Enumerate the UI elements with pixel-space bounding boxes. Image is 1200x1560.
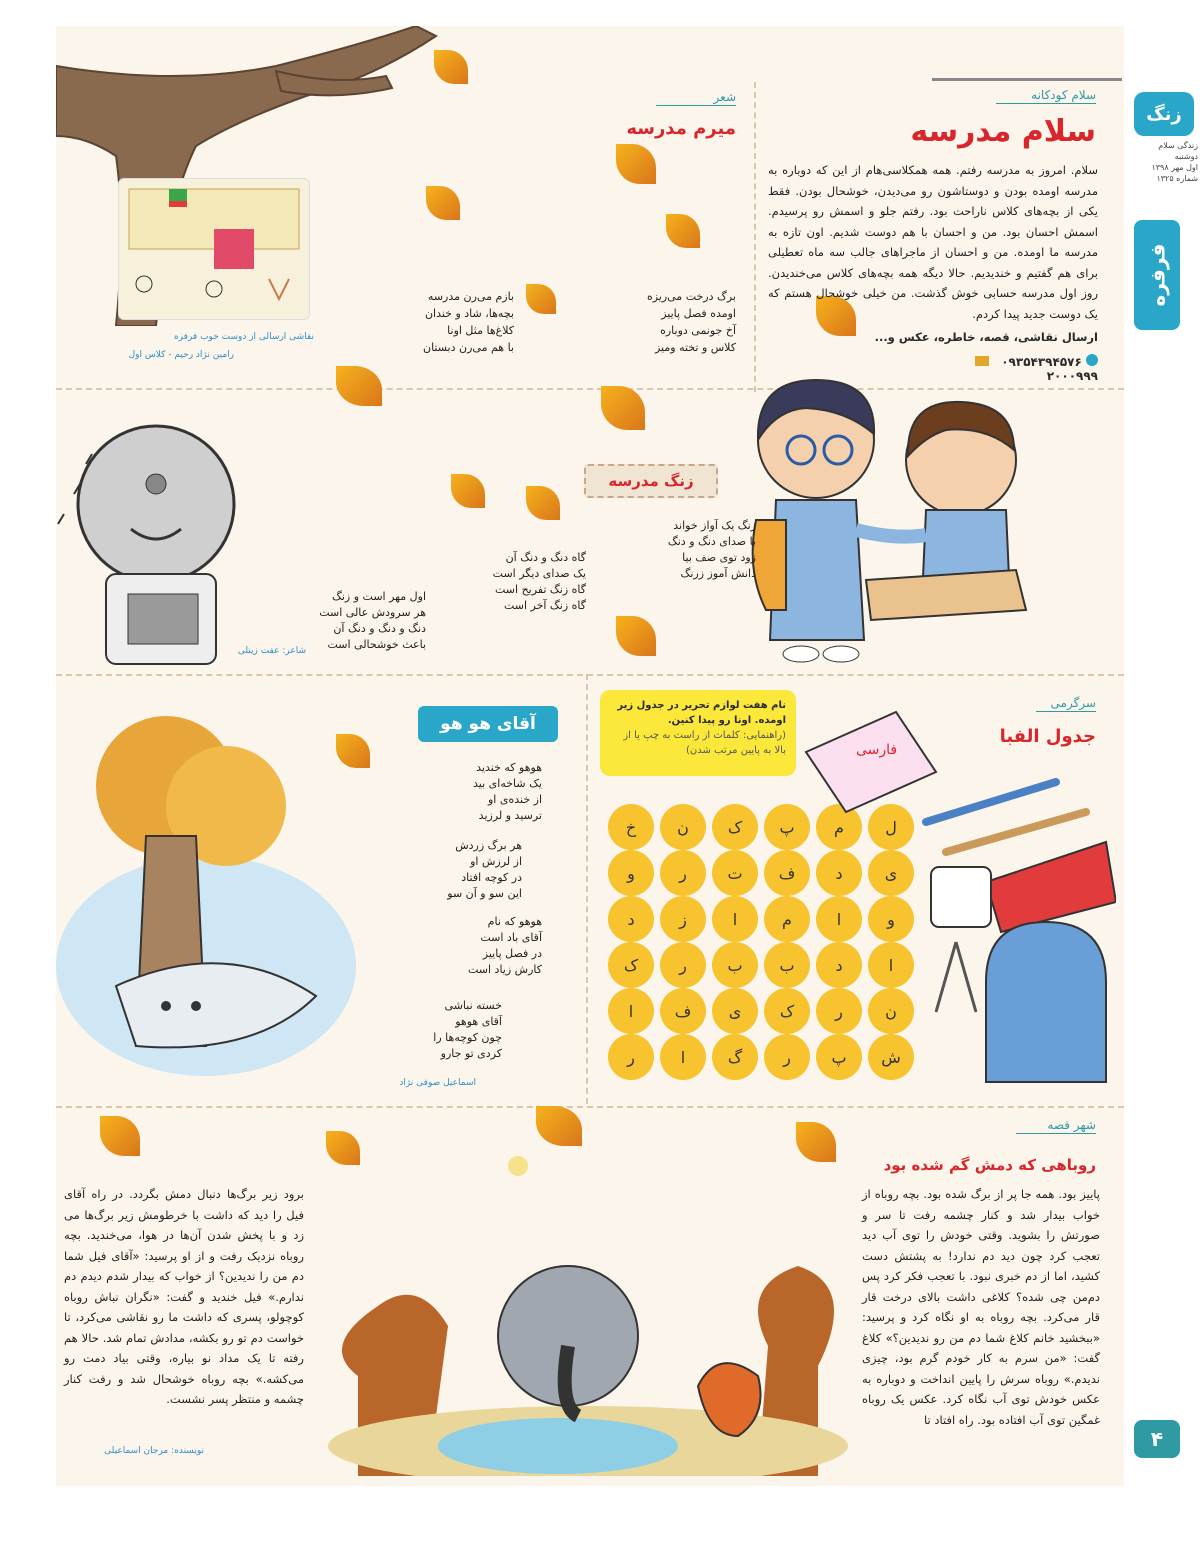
school-drawing — [119, 179, 309, 319]
letter-cell: ک — [712, 804, 758, 850]
hooho-title-box — [418, 706, 558, 742]
puzzle-hint: (راهنمایی: کلمات از راست به چپ یا از بالا به پایین مرتب شدن) — [623, 730, 786, 756]
telegram-icon — [1086, 354, 1098, 366]
compass-illustration — [936, 942, 976, 1012]
story-right-column: پاییز بود. همه جا پر از برگ شده بود. بچه روباه از خواب بیدار شد و کنار چشمه رفت تا سر و صورتش را بشوید. وقتی خودش را توی آب دید تعجب کرد چون دید دم ندارد! به پشتش دست کشید، اما از دم خبری نبود. با تعجب فکر کرد پس دم‌من چی شده؟ کلاغی داشت بالای درخت قار قار می‌کرد. بچه روباه به او نگاه کرد و پرسید: «ببخشید خانم کلاغ شما دم من رو ندیدین؟» کلاغ گفت: «من سرم به کار خودم گرم بود، چیزی ندیدم.» روباه سرش را پایین انداخت و دوباره به عکس خودش توی آب نگاه کرد. عکس یک روباه غمگین توی آب افتاده بود. راه افتاد تا — [862, 1187, 1100, 1427]
letter-cell: ک — [608, 942, 654, 988]
kids-sms: ۲۰۰۰۹۹۹ — [1046, 369, 1098, 383]
kids-tag-bar — [932, 78, 1122, 81]
magazine-logo — [1134, 92, 1194, 136]
stationery-illustration — [796, 682, 1116, 1102]
pencil-illustration — [946, 812, 1086, 852]
story-section-tag: شهر قصه — [1016, 1118, 1096, 1134]
letter-cell: ر — [608, 1034, 654, 1080]
hooho-stanza-3: هوهو که نام آقای باد است در فصل پاییز کارش زیاد است — [467, 915, 542, 976]
letter-cell: گ — [712, 1034, 758, 1080]
divider — [586, 674, 588, 1104]
drawing-caption: نقاشی ارسالی از دوست خوب فرفره — [173, 332, 314, 342]
puzzle-instruction-note — [600, 690, 796, 776]
hooho-title: آقای هو هو — [440, 714, 536, 734]
leaf-decoration — [616, 144, 656, 184]
letter-cell: ش — [868, 1034, 914, 1080]
leaf-decoration — [601, 386, 645, 430]
puzzle-title: جدول الفبا — [999, 726, 1096, 747]
kids-body: سلام. امروز به مدرسه رفتم. همه همکلاسی‌هام از این که دوباره به مدرسه اومده بودن و دوستاشون رو می‌دیدن، خوشحال بودن. فقط یکی از بچه‌های کلاس ناراحت بود. رفتم جلو و اسمش رو پرسیدم. اسمش احسان بود. من و احسان با هم دوست شدیم. اون تازه به مدرسه ما اومده. من و احسان از ماجراهای جالب سه ماه تعطیلی برای هم گفتیم و خندیدیم. حالا دیگه همه بچه‌های کلاس می‌خندیدن. روز اول مدرسه حسابی خوش گذشت. من خیلی خوشحال هستم که یک دوست جدید پیدا کردم. — [768, 163, 1098, 321]
story-left-column: برود زیر برگ‌ها دنبال دمش بگردد. در راه آقای فیل را دید که داشت با خرطومش زیر برگ‌ها می زد و با پخش شدن آن‌ها در هوا، می‌خندید. بچه روباه نزدیک رفت و از او پرسید: «آقای فیل شما دم من را ندیدین؟ از خواب که بیدار شدم دیدم دم ندارم.» فیل خندید و گفت: «نگران نباش روباه کوچولو، پسری که داشت ما رو نقاشی می‌کرد، تا خواست دم تو رو بکشه، مدادش تمام شد. حالا هم رفته تا یک مداد نو بیاره، وقتی بیاد دمت رو می‌کشه.» بچه روباه خوشحال شد و رفت کنار چشمه و منتظر پسر نشست. — [64, 1187, 304, 1406]
letter-cell: ک — [764, 988, 810, 1034]
letter-cell: ن — [868, 988, 914, 1034]
letter-cell: ی — [868, 850, 914, 896]
letter-cell: و — [608, 850, 654, 896]
book-label: فارسی — [856, 742, 898, 758]
letter-cell: ب — [712, 942, 758, 988]
pen-illustration — [926, 782, 1056, 822]
magazine-page — [56, 26, 1124, 1486]
page-number-badge — [1134, 1420, 1180, 1458]
letter-cell: ا — [816, 896, 862, 942]
letter-cell: و — [868, 896, 914, 942]
divider — [754, 82, 756, 392]
bell-title-box — [584, 464, 718, 498]
poem1-right-column: برگ درخت می‌ریزه اومده فصل پاییز آخ جونمی دوباره کلاس و تخته ومیز — [646, 290, 736, 354]
kids-title: سلام مدرسه — [910, 114, 1096, 149]
letter-cell: م — [764, 896, 810, 942]
issue-info — [1128, 140, 1198, 184]
leaf-decoration — [336, 366, 382, 406]
leaf-decoration — [536, 1106, 582, 1146]
letter-cell: ر — [660, 942, 706, 988]
letter-cell: خ — [608, 804, 654, 850]
bell-poet: شاعر: عفت زینلی — [237, 646, 306, 656]
bell-stanza-1: زنگ یک آواز خواند با صدای دنگ و دنگ زود توی صف بیا دانش آموز زرنگ — [667, 519, 756, 580]
sidebar — [1126, 0, 1200, 1560]
letter-cell: پ — [816, 1034, 862, 1080]
poem-section-tag: شعر — [656, 90, 736, 106]
letter-cell: ت — [712, 850, 758, 896]
divider — [56, 1106, 1124, 1108]
leaf-decoration — [526, 486, 560, 520]
section-tab-label: فرفره — [1145, 243, 1170, 307]
leaf-decoration — [666, 214, 700, 248]
letter-cell: ز — [660, 896, 706, 942]
poem-title: میرم مدرسه — [626, 118, 736, 139]
issue-day: دوشنبه — [1174, 152, 1198, 161]
leaf-decoration — [100, 1116, 140, 1156]
story-author: نویسنده: مرجان اسماعیلی — [104, 1446, 204, 1456]
hooho-stanza-2: هر برگ زردش از لرزش او در کوچه افتاد این سو و آن سو — [447, 839, 522, 900]
kids-send-line: ارسال نقاشی، قصه، خاطره، عکس و... — [874, 330, 1098, 344]
puzzle-section-tag: سرگرمی — [1036, 696, 1096, 712]
letter-cell: پ — [764, 804, 810, 850]
puzzle-instruction: نام هفت لوازم تحریر در جدول زیر اومده. اونا رو پیدا کنین. — [617, 700, 786, 726]
letter-cell: د — [816, 942, 862, 988]
wind-tree-illustration — [56, 716, 376, 1096]
story-title: روباهی که دمش گم شده بود — [883, 1156, 1096, 1174]
page-number: ۴ — [1150, 1427, 1164, 1451]
kids-phone: ۰۹۳۵۴۳۹۴۵۷۶ — [1001, 355, 1082, 369]
drawing-author: رامین نژاد رحیم - کلاس اول — [128, 350, 234, 360]
letter-cell: ن — [660, 804, 706, 850]
letter-cell: ف — [764, 850, 810, 896]
letter-cell: ا — [660, 1034, 706, 1080]
magazine-name: زندگی سلام — [1158, 141, 1198, 150]
issue-number: شماره ۱۳۲۵ — [1156, 174, 1198, 183]
hooho-stanza-1: هوهو که خندید یک شاخه‌ای بید از خنده‌ی او ترسید و لرزید — [473, 761, 542, 822]
kids-section-tag: سلام کودکانه — [996, 88, 1096, 104]
bell-stanza-2: گاه دنگ و دنگ آن یک صدای دیگر است گاه زنگ تفریح است گاه زنگ آخر است — [492, 551, 586, 612]
child-drawing — [118, 178, 310, 320]
divider — [56, 674, 1124, 676]
boys-handshake-illustration — [746, 370, 1066, 670]
bell-title: زنگ مدرسه — [608, 472, 694, 490]
letter-cell: ب — [764, 942, 810, 988]
letter-cell: ر — [816, 988, 862, 1034]
logo-text: زنگ — [1146, 103, 1182, 125]
letter-cell: ر — [764, 1034, 810, 1080]
book-illustration — [806, 712, 936, 812]
bell-stanza-3: اول مهر است و زنگ هر سرودش عالی است دنگ و دنگ و دنگ آن باعث خوشحالی است — [319, 590, 426, 651]
letter-cell: ا — [712, 896, 758, 942]
letter-cell: ا — [608, 988, 654, 1034]
sms-icon — [975, 356, 989, 366]
backpack-illustration — [986, 922, 1106, 1082]
letter-cell: د — [608, 896, 654, 942]
mug-illustration — [931, 867, 991, 927]
letter-cell: ر — [660, 850, 706, 896]
leaf-decoration — [616, 616, 656, 656]
hooho-stanza-4: خسته نباشی آقای هوهو چون کوچه‌ها را کردی تو جارو — [433, 999, 502, 1060]
notebook-illustration — [986, 842, 1116, 932]
leaf-decoration — [451, 474, 485, 508]
section-tab — [1134, 220, 1180, 330]
letter-cell: ی — [712, 988, 758, 1034]
hooho-poet: اسماعیل صوفی نژاد — [399, 1078, 476, 1088]
letter-cell: ف — [660, 988, 706, 1034]
issue-date: اول مهر ۱۳۹۸ — [1151, 163, 1198, 172]
letter-cell: ا — [868, 942, 914, 988]
letter-cell: ل — [868, 804, 914, 850]
poem1-left-column: بازم می‌رن مدرسه بچه‌ها، شاد و خندان کلاغ‌ها مثل اونا با هم می‌رن دبستان — [423, 290, 514, 354]
letter-cell: م — [816, 804, 862, 850]
letter-cell: د — [816, 850, 862, 896]
fox-elephant-illustration — [318, 1146, 858, 1476]
